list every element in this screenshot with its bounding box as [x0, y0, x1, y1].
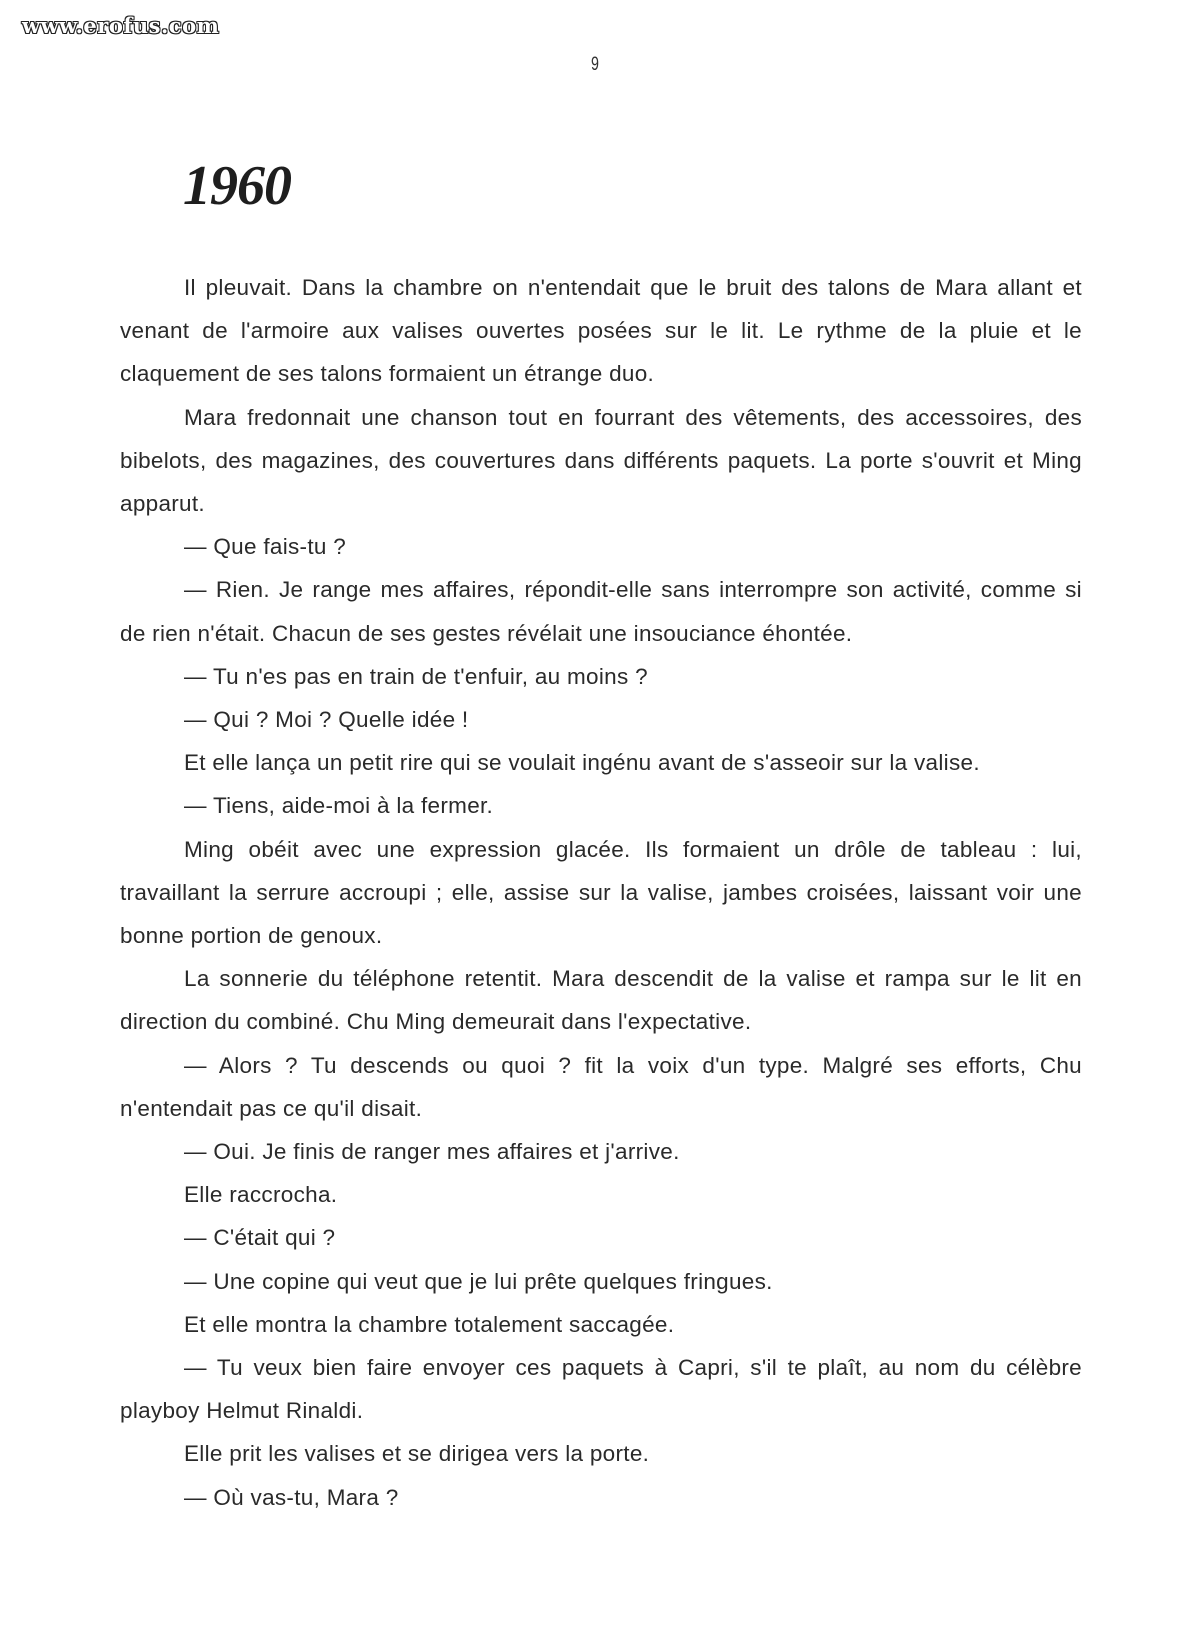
site-watermark: www.erofus.com: [22, 13, 220, 38]
dialogue-line: — Qui ? Moi ? Quelle idée !: [184, 707, 469, 733]
paragraph: Il pleuvait. Dans la chambre on n'entendait que le bruit des talons de Mara allant et venant de l'armoire aux valises ouvertes posées sur le lit. Le rythme de la pluie et le claquement de ses talons formaient un étrange duo.: [120, 275, 1082, 387]
paragraph: Elle raccrocha.: [184, 1182, 338, 1208]
page-number: 9: [591, 54, 599, 75]
paragraph: Ming obéit avec une expression glacée. Ils formaient un drôle de tableau : lui, travaillant la serrure accroupi ; elle, assise sur la valise, jambes croisées, laissant voir une bonne portion de genoux.: [120, 836, 1082, 949]
dialogue-line: — Tiens, aide-moi à la fermer.: [184, 793, 494, 819]
body-text: [120, 266, 1082, 1519]
paragraph: Et elle lança un petit rire qui se voulait ingénu avant de s'asseoir sur la valise.: [184, 750, 980, 776]
paragraph: Mara fredonnait une chanson tout en fourrant des vêtements, des accessoires, des bibelots, des magazines, des couvertures dans différents paquets. La porte s'ouvrit et Ming apparut.: [120, 404, 1082, 517]
paragraph: — Tu veux bien faire envoyer ces paquets à Capri, s'il te plaît, au nom du célèbre playboy Helmut Rinaldi.: [120, 1355, 1082, 1424]
dialogue-line: — Où vas-tu, Mara ?: [184, 1484, 399, 1510]
dialogue-line: — Oui. Je finis de ranger mes affaires et j'arrive.: [184, 1139, 680, 1165]
dialogue-line: — Tu n'es pas en train de t'enfuir, au moins ?: [184, 663, 648, 689]
dialogue-line: — Que fais-tu ?: [184, 534, 347, 560]
paragraph: Et elle montra la chambre totalement saccagée.: [184, 1311, 675, 1337]
paragraph: La sonnerie du téléphone retentit. Mara descendit de la valise et rampa sur le lit en direction du combiné. Chu Ming demeurait dans l'expectative.: [120, 966, 1082, 1035]
dialogue-line: — C'était qui ?: [184, 1225, 336, 1251]
paragraph: — Alors ? Tu descends ou quoi ? fit la voix d'un type. Malgré ses efforts, Chu n'entendait pas ce qu'il disait.: [120, 1052, 1082, 1121]
dialogue-line: — Une copine qui veut que je lui prête quelques fringues.: [184, 1268, 773, 1294]
paragraph: — Rien. Je range mes affaires, répondit-elle sans interrompre son activité, comme si de rien n'était. Chacun de ses gestes révélait une insouciance éhontée.: [120, 577, 1082, 646]
paragraph: Elle prit les valises et se dirigea vers la porte.: [184, 1441, 650, 1467]
chapter-title: 1960: [183, 155, 291, 217]
